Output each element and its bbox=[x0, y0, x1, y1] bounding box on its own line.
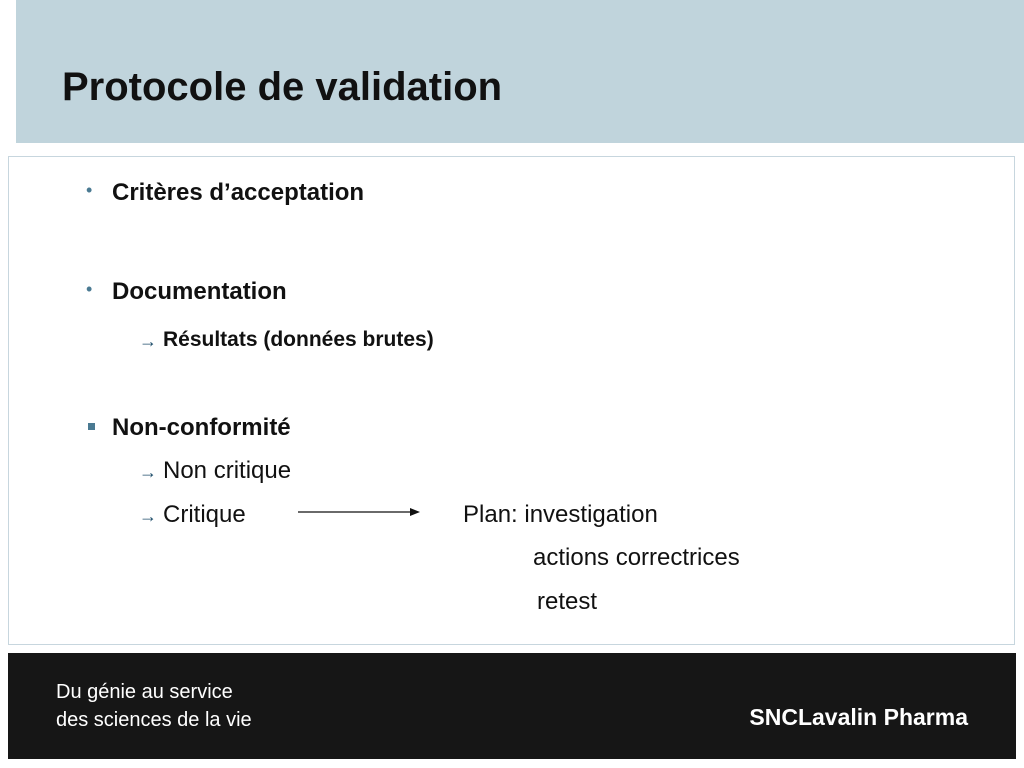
tagline-line-2: des sciences de la vie bbox=[56, 709, 252, 731]
bullet-criteres: Critères d’acceptation bbox=[112, 179, 365, 206]
bullet-documentation: Documentation bbox=[112, 278, 287, 305]
arrow-right-icon: → bbox=[139, 506, 157, 526]
arrow-right-icon: → bbox=[139, 462, 157, 482]
sub-item-non-critique: Non critique bbox=[163, 457, 292, 484]
bullet-dot-icon: • bbox=[86, 279, 93, 299]
content-area bbox=[8, 156, 1015, 645]
tagline-line-1: Du génie au service bbox=[56, 681, 233, 703]
bullet-square-icon bbox=[88, 423, 95, 430]
arrow-right-icon: → bbox=[139, 331, 157, 351]
brand-logo-text: SNCLavalin Pharma bbox=[749, 704, 968, 730]
plan-actions-correctrices: actions correctrices bbox=[533, 544, 740, 571]
plan-investigation: Plan: investigation bbox=[463, 501, 658, 528]
sub-item-critique: Critique bbox=[163, 501, 246, 528]
sub-item-resultats: Résultats (données brutes) bbox=[163, 328, 434, 351]
bullet-dot-icon: • bbox=[86, 180, 93, 200]
slide-title: Protocole de validation bbox=[62, 65, 503, 109]
bullet-non-conformite: Non-conformité bbox=[112, 414, 291, 441]
footer-tagline bbox=[56, 678, 252, 734]
connector-arrow-icon bbox=[298, 506, 422, 518]
footer-band bbox=[8, 653, 1016, 759]
plan-retest: retest bbox=[537, 588, 598, 615]
